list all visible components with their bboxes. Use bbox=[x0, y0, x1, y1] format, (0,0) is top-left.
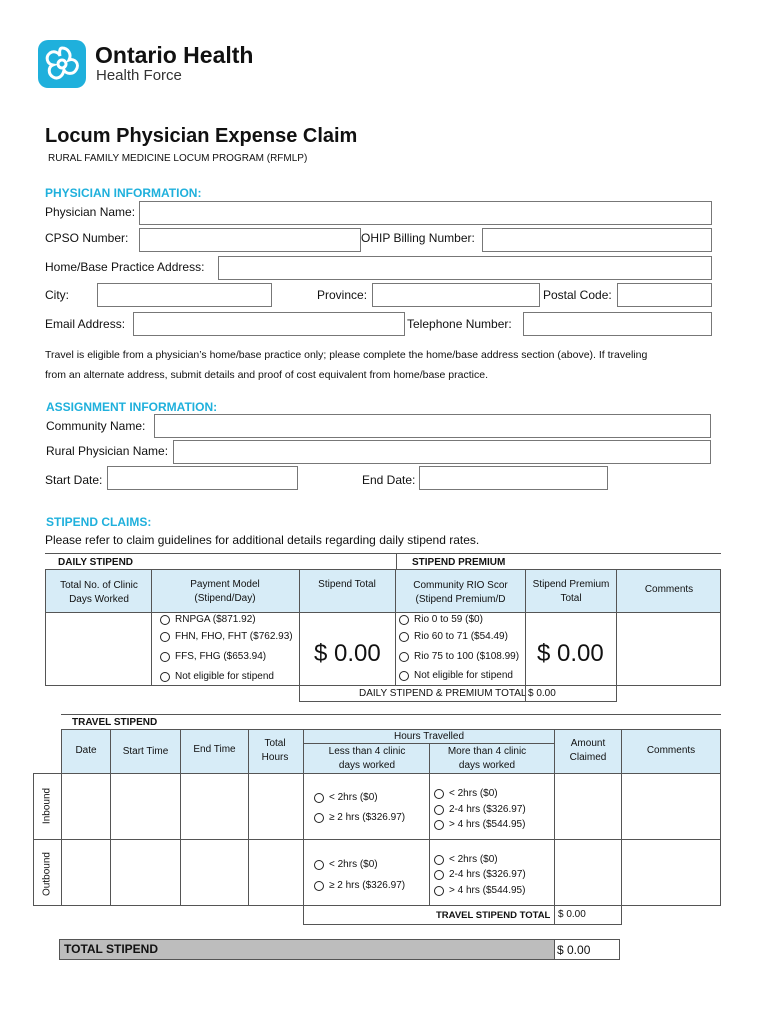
rio-option-75-100[interactable]: Rio 75 to 100 ($108.99) bbox=[399, 651, 519, 662]
inbound-total-hours-field[interactable] bbox=[248, 773, 304, 840]
travel-note-line2: from an alternate address, submit details and proof of cost equivalent from home/base practice. bbox=[45, 369, 488, 381]
inbound-start-field[interactable] bbox=[110, 773, 181, 840]
stipend-table-top-rule bbox=[45, 553, 721, 554]
rio-option-0-59[interactable]: Rio 0 to 59 ($0) bbox=[399, 614, 483, 625]
phone-field[interactable] bbox=[523, 312, 712, 336]
inbound-less-option-2plus[interactable]: ≥ 2 hrs ($326.97) bbox=[314, 812, 405, 823]
outbound-less-cell bbox=[303, 839, 430, 906]
brand-name: Ontario Health bbox=[95, 42, 254, 68]
phone-label: Telephone Number: bbox=[407, 317, 512, 331]
days-worked-field[interactable] bbox=[45, 612, 152, 686]
physician-heading: PHYSICIAN INFORMATION: bbox=[45, 186, 202, 200]
daily-stipend-label: DAILY STIPEND bbox=[58, 557, 134, 568]
cpso-field[interactable] bbox=[139, 228, 361, 252]
model-option-fhn[interactable]: FHN, FHO, FHT ($762.93) bbox=[160, 631, 293, 642]
ohip-field[interactable] bbox=[482, 228, 712, 252]
email-label: Email Address: bbox=[45, 317, 126, 331]
travel-note-line1: Travel is eligible from a physician’s home/base practice only; please complete the home/base address section (above). If traveling bbox=[45, 349, 648, 361]
premium-total-value: $ 0.00 bbox=[537, 640, 604, 667]
postal-field[interactable] bbox=[617, 283, 712, 307]
physician-name-field[interactable] bbox=[139, 201, 712, 225]
col-amount-header: Amount Claimed bbox=[569, 738, 607, 763]
stipend-heading: STIPEND CLAIMS: bbox=[46, 515, 152, 529]
col-less-header: Less than 4 clinic days worked bbox=[328, 746, 406, 771]
hours-travelled-split bbox=[429, 743, 430, 774]
travel-total-value: $ 0.00 bbox=[558, 909, 586, 920]
outbound-date-field[interactable] bbox=[61, 839, 111, 906]
inbound-label: Inbound bbox=[41, 787, 53, 825]
outbound-less-option-under2[interactable]: < 2hrs ($0) bbox=[314, 859, 378, 870]
city-label: City: bbox=[45, 288, 69, 302]
inbound-more-option-under2[interactable]: < 2hrs ($0) bbox=[434, 788, 498, 799]
inbound-less-option-under2[interactable]: < 2hrs ($0) bbox=[314, 792, 378, 803]
email-field[interactable] bbox=[133, 312, 405, 336]
col-model-header: Payment Model (Stipend/Day) bbox=[190, 579, 260, 604]
rio-option-60-71[interactable]: Rio 60 to 71 ($54.49) bbox=[399, 631, 508, 642]
col-hours-travelled-header: Hours Travelled bbox=[393, 731, 465, 742]
model-option-rnpga[interactable]: RNPGA ($871.92) bbox=[160, 614, 256, 625]
address-field[interactable] bbox=[218, 256, 712, 280]
col-total-header: Stipend Total bbox=[318, 579, 376, 590]
outbound-more-option-2-4[interactable]: 2-4 hrs ($326.97) bbox=[434, 869, 526, 880]
community-field[interactable] bbox=[154, 414, 711, 438]
inbound-comments-field[interactable] bbox=[621, 773, 721, 840]
stipend-note: Please refer to claim guidelines for additional details regarding daily stipend rates. bbox=[45, 533, 480, 547]
model-option-ffs[interactable]: FFS, FHG ($653.94) bbox=[160, 651, 266, 662]
outbound-more-option-under2[interactable]: < 2hrs ($0) bbox=[434, 854, 498, 865]
rural-physician-label: Rural Physician Name: bbox=[46, 444, 169, 458]
province-field[interactable] bbox=[372, 283, 540, 307]
inbound-amount-field[interactable] bbox=[554, 773, 622, 840]
outbound-end-field[interactable] bbox=[180, 839, 249, 906]
cpso-label: CPSO Number: bbox=[45, 231, 129, 245]
physician-name-label: Physician Name: bbox=[45, 205, 136, 219]
total-stipend-value: $ 0.00 bbox=[557, 943, 591, 957]
rural-physician-field[interactable] bbox=[173, 440, 711, 464]
outbound-label: Outbound bbox=[41, 852, 53, 896]
col-start-header: Start Time bbox=[122, 746, 169, 757]
inbound-more-option-over4[interactable]: > 4 hrs ($544.95) bbox=[434, 819, 525, 830]
outbound-comments-field[interactable] bbox=[621, 839, 721, 906]
col-comments-header: Comments bbox=[644, 584, 694, 595]
ontario-health-logo bbox=[38, 40, 86, 88]
travel-total-label: TRAVEL STIPEND TOTAL bbox=[436, 910, 551, 921]
start-date-field[interactable] bbox=[107, 466, 298, 490]
model-option-not-eligible[interactable]: Not eligible for stipend bbox=[160, 671, 274, 682]
stipend-table-divider bbox=[396, 553, 397, 569]
community-label: Community Name: bbox=[46, 419, 146, 433]
end-date-field[interactable] bbox=[419, 466, 608, 490]
ohip-label: OHIP Billing Number: bbox=[361, 231, 475, 245]
trillium-icon bbox=[38, 40, 86, 88]
outbound-more-option-over4[interactable]: > 4 hrs ($544.95) bbox=[434, 885, 525, 896]
outbound-start-field[interactable] bbox=[110, 839, 181, 906]
outbound-total-hours-field[interactable] bbox=[248, 839, 304, 906]
province-label: Province: bbox=[317, 288, 368, 302]
assignment-heading: ASSIGNMENT INFORMATION: bbox=[46, 400, 218, 414]
col-days-header: Total No. of Clinic Days Worked bbox=[60, 580, 138, 605]
col-rio-header: Community RIO Scor (Stipend Premium/D bbox=[413, 580, 508, 605]
inbound-less-cell bbox=[303, 773, 430, 840]
total-stipend-label: TOTAL STIPEND bbox=[64, 942, 159, 956]
inbound-date-field[interactable] bbox=[61, 773, 111, 840]
stipend-total-value: $ 0.00 bbox=[314, 640, 381, 667]
col-end-header: End Time bbox=[193, 744, 236, 755]
travel-stipend-label: TRAVEL STIPEND bbox=[72, 717, 158, 728]
outbound-amount-field[interactable] bbox=[554, 839, 622, 906]
start-date-label: Start Date: bbox=[45, 473, 103, 487]
city-field[interactable] bbox=[97, 283, 272, 307]
daily-total-label: DAILY STIPEND & PREMIUM TOTAL bbox=[359, 688, 527, 699]
outbound-less-option-2plus[interactable]: ≥ 2 hrs ($326.97) bbox=[314, 880, 405, 891]
page-subtitle: RURAL FAMILY MEDICINE LOCUM PROGRAM (RFMLP) bbox=[48, 153, 308, 164]
inbound-more-option-2-4[interactable]: 2-4 hrs ($326.97) bbox=[434, 804, 526, 815]
col-travel-comments-header: Comments bbox=[646, 745, 696, 756]
col-date-header: Date bbox=[75, 745, 97, 756]
col-more-header: More than 4 clinic days worked bbox=[447, 746, 527, 771]
stipend-premium-label: STIPEND PREMIUM bbox=[412, 557, 506, 568]
daily-total-value: $ 0.00 bbox=[528, 688, 556, 699]
col-total-hours-header: Total Hours bbox=[261, 738, 289, 763]
brand-subname: Health Force bbox=[96, 67, 182, 84]
col-premium-total-header: Stipend Premium Total bbox=[532, 579, 610, 604]
address-label: Home/Base Practice Address: bbox=[45, 260, 205, 274]
rio-option-not-eligible[interactable]: Not eligible for stipend bbox=[399, 670, 513, 681]
end-date-label: End Date: bbox=[362, 473, 416, 487]
postal-label: Postal Code: bbox=[543, 288, 612, 302]
comments-field[interactable] bbox=[616, 612, 721, 686]
inbound-end-field[interactable] bbox=[180, 773, 249, 840]
page-title: Locum Physician Expense Claim bbox=[45, 125, 358, 147]
travel-top-rule bbox=[61, 714, 721, 715]
